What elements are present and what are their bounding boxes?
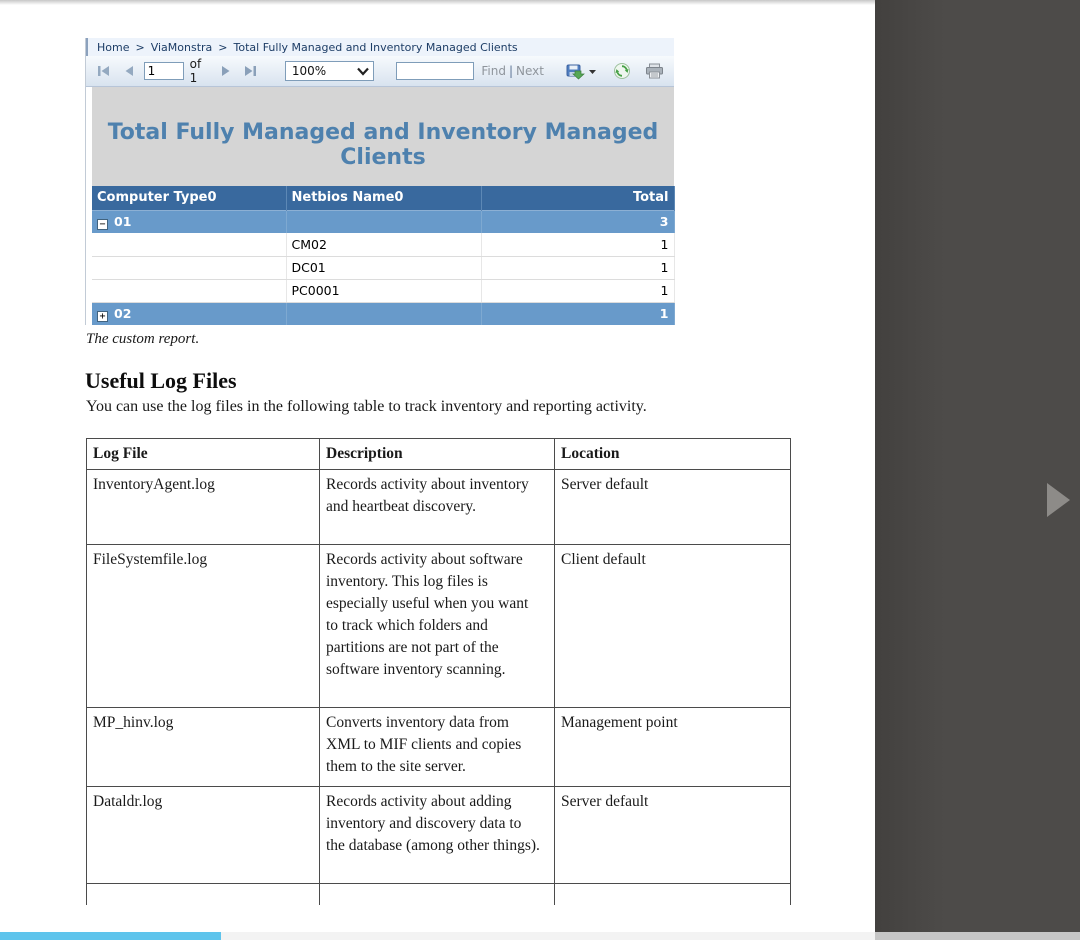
export-dropdown-caret-icon [588, 68, 597, 75]
log-file-cell: Dataldr.log [87, 787, 320, 884]
log-col-description: Description [320, 439, 555, 470]
figure-caption: The custom report. [86, 331, 200, 347]
breadcrumb-separator: > [135, 40, 145, 54]
report-title: Total Fully Managed and Inventory Managed Clients [107, 120, 659, 170]
log-files-table-container [86, 438, 791, 905]
expand-icon[interactable]: + [97, 311, 108, 322]
description-cell: Records activity about inventory and heartbeat discovery. [320, 470, 555, 545]
log-table-row [87, 787, 791, 884]
description-cell: Records activity about software inventory. This log files is especially useful when you want to track which folders and partitions are not part of the software inventory scanning. [320, 545, 555, 708]
netbios-name-cell: PC0001 [286, 279, 481, 302]
side-panel-bottom-strip [875, 932, 1080, 940]
location-cell: Server default [555, 787, 791, 884]
previous-page-button[interactable] [121, 62, 138, 80]
netbios-name-cell: DC01 [286, 256, 481, 279]
log-table-header-row [87, 439, 791, 470]
group-total: 1 [481, 302, 674, 325]
total-cell: 1 [481, 279, 674, 302]
log-file-cell [87, 884, 320, 906]
refresh-button[interactable] [613, 62, 631, 80]
find-text-input[interactable] [396, 62, 474, 80]
report-detail-row [92, 279, 674, 302]
previous-page-icon [123, 65, 135, 77]
log-col-log-file: Log File [87, 439, 320, 470]
report-detail-row [92, 256, 674, 279]
find-next-link[interactable]: Next [516, 64, 544, 78]
last-page-button[interactable] [242, 62, 259, 80]
find-link[interactable]: Find [481, 64, 506, 78]
export-button[interactable] [566, 63, 597, 80]
total-cell: 1 [481, 233, 674, 256]
report-table-header-row [92, 186, 674, 210]
current-page-input[interactable] [144, 62, 184, 80]
group-label: 02 [114, 305, 132, 321]
breadcrumb [86, 38, 674, 56]
netbios-name-cell: CM02 [286, 233, 481, 256]
group-label: 01 [114, 213, 132, 229]
location-cell: Server default [555, 470, 791, 545]
page-top-shadow [0, 0, 875, 5]
report-col-total: Total [481, 186, 674, 210]
report-table [92, 186, 675, 325]
log-table-row [87, 708, 791, 787]
breadcrumb-current-report: Total Fully Managed and Inventory Managed Clients [233, 40, 518, 54]
log-file-cell: FileSystemfile.log [87, 545, 320, 708]
first-page-button[interactable] [96, 62, 113, 80]
report-canvas [92, 87, 674, 325]
next-page-arrow-icon[interactable] [1047, 483, 1070, 517]
description-cell: Records activity about adding inventory and discovery data to the database (among other things). [320, 787, 555, 884]
report-col-computer-type: Computer Type0 [92, 186, 286, 210]
location-cell [555, 884, 791, 906]
breadcrumb-separator: > [218, 40, 228, 54]
description-cell: Converts inventory data from XML to MIF clients and copies them to the site server. [320, 708, 555, 787]
report-viewer-screenshot [85, 38, 674, 325]
log-file-cell: MP_hinv.log [87, 708, 320, 787]
location-cell: Management point [555, 708, 791, 787]
log-col-location: Location [555, 439, 791, 470]
refresh-icon [613, 62, 631, 80]
find-next-separator: | [508, 64, 514, 78]
zoom-select[interactable] [285, 61, 375, 81]
chevron-down-icon [356, 67, 370, 76]
log-file-cell: InventoryAgent.log [87, 470, 320, 545]
section-heading: Useful Log Files [85, 368, 237, 393]
last-page-icon [243, 65, 257, 77]
intro-paragraph: You can use the log files in the following table to track inventory and reporting activity. [86, 398, 647, 415]
export-save-icon [566, 63, 586, 80]
find-next-links [481, 64, 544, 78]
print-icon [645, 63, 664, 79]
zoom-value: 100% [291, 64, 327, 78]
breadcrumb-viamonstra-link[interactable]: ViaMonstra [150, 40, 213, 54]
page-count-label: of 1 [189, 57, 202, 85]
print-button[interactable] [645, 63, 664, 79]
description-cell [320, 884, 555, 906]
log-table-row [87, 884, 791, 906]
next-page-icon [220, 65, 232, 77]
log-table-row [87, 470, 791, 545]
report-body [86, 87, 674, 325]
report-detail-row [92, 233, 674, 256]
report-col-netbios-name: Netbios Name0 [286, 186, 481, 210]
reader-side-panel [875, 0, 1080, 933]
report-group-row-01 [92, 210, 674, 233]
log-table-row [87, 545, 791, 708]
collapse-icon[interactable]: − [97, 219, 108, 230]
next-page-button[interactable] [217, 62, 234, 80]
log-files-table [86, 438, 791, 905]
breadcrumb-home-link[interactable]: Home [97, 40, 130, 54]
report-group-row-02 [92, 302, 674, 325]
total-cell: 1 [481, 256, 674, 279]
reading-progress-fill [0, 932, 221, 940]
report-toolbar [86, 56, 674, 87]
group-total: 3 [481, 210, 674, 233]
location-cell: Client default [555, 545, 791, 708]
first-page-icon [97, 65, 111, 77]
